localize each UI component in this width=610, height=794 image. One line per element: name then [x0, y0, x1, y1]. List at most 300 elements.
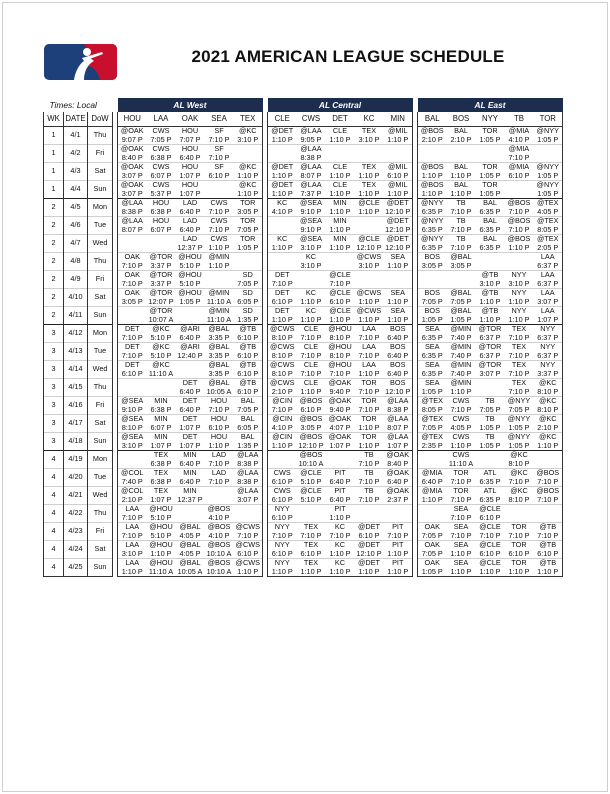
game-time: 6:10 P	[479, 512, 501, 522]
game-time: 7:10 P	[508, 476, 530, 486]
game-cell	[205, 127, 234, 145]
game-cell	[476, 217, 505, 235]
opponent: CLE	[303, 360, 319, 370]
game-cell	[118, 469, 147, 487]
game-time: 12:07 P	[148, 296, 174, 306]
opponent: @CLE	[329, 270, 351, 280]
game-cell	[297, 217, 326, 235]
game-cell	[326, 559, 355, 577]
game-cell	[505, 433, 534, 451]
game-cell	[234, 307, 263, 325]
opponent: LAD	[182, 198, 198, 208]
game-time: 1:10 P	[358, 206, 380, 216]
opponent: @TB	[481, 306, 499, 316]
game-time: 7:07 P	[179, 134, 201, 144]
game-time: 7:05 P	[237, 278, 259, 288]
game-cell	[447, 451, 476, 469]
game-cell	[384, 487, 413, 505]
schedule-row	[44, 523, 563, 541]
game-cell	[355, 415, 384, 433]
opponent: @TEX	[536, 216, 559, 226]
game-cell	[447, 433, 476, 451]
game-cell	[447, 523, 476, 541]
week-cell: 1	[44, 145, 64, 163]
game-time: 8:10 P	[508, 458, 530, 468]
opponent: OAK	[124, 252, 140, 262]
opponent: @CLE	[358, 234, 380, 244]
opponent: @OAK	[328, 432, 352, 442]
game-cell	[326, 397, 355, 415]
game-cell	[384, 271, 413, 289]
game-time: 10:10 A	[298, 458, 324, 468]
opponent: @LAA	[387, 396, 409, 406]
opponent: OAK	[424, 540, 440, 550]
opponent: @CWS	[356, 306, 382, 316]
game-time: 8:10 P	[271, 350, 293, 360]
opponent: @MIL	[387, 180, 408, 190]
game-time: 3:05 P	[121, 296, 143, 306]
game-cell	[418, 523, 447, 541]
game-time: 1:10 P	[208, 260, 230, 270]
game-time: 1:10 P	[329, 548, 351, 558]
opponent: @MIA	[508, 126, 530, 136]
opponent: @BOS	[536, 486, 560, 496]
game-cell	[326, 487, 355, 505]
game-cell	[476, 253, 505, 271]
opponent: @TEX	[536, 234, 559, 244]
game-time: 1:10 P	[358, 440, 380, 450]
game-cell	[418, 199, 447, 217]
date-cell: 4/1	[64, 127, 88, 145]
opponent: TOR	[482, 180, 498, 190]
opponent: @MIN	[208, 306, 230, 316]
opponent: @CLE	[479, 558, 501, 568]
game-time: 8:07 P	[121, 224, 143, 234]
opponent: TB	[485, 414, 495, 424]
dow-cell: Thu	[88, 379, 113, 397]
week-cell: 3	[44, 343, 64, 361]
opponent: NYY	[511, 270, 527, 280]
game-time: 6:10 P	[479, 548, 501, 558]
game-time: 7:10 P	[508, 530, 530, 540]
game-time: 6:40 P	[179, 458, 201, 468]
game-cell	[234, 397, 263, 415]
opponent: SEA	[424, 342, 440, 352]
game-time: 6:07 P	[150, 224, 172, 234]
game-cell	[326, 451, 355, 469]
game-time: 1:10 P	[479, 296, 501, 306]
game-time: 2:10 P	[271, 386, 293, 396]
game-time: 6:10 P	[300, 404, 322, 414]
opponent: @CLE	[358, 198, 380, 208]
game-time: 1:05 P	[421, 386, 443, 396]
game-time: 1:10 P	[508, 314, 530, 324]
opponent: @DET	[386, 198, 409, 208]
opponent: @TOR	[149, 306, 173, 316]
dow-cell: Wed	[88, 487, 113, 505]
opponent: @CLE	[329, 288, 351, 298]
opponent: KC	[334, 522, 346, 532]
game-cell	[534, 433, 563, 451]
game-cell	[447, 415, 476, 433]
game-time: 1:05 P	[479, 134, 501, 144]
game-cell	[118, 127, 147, 145]
opponent: BOS	[424, 306, 440, 316]
game-cell	[147, 307, 176, 325]
game-cell	[534, 415, 563, 433]
game-cell	[418, 559, 447, 577]
opponent: TOR	[511, 522, 527, 532]
game-cell	[234, 163, 263, 181]
opponent: SEA	[424, 378, 440, 388]
game-cell	[447, 253, 476, 271]
game-time: 9:07 P	[121, 134, 143, 144]
game-time: 7:10 P	[450, 512, 472, 522]
game-time: 7:10 P	[358, 386, 380, 396]
game-time: 5:10 P	[150, 350, 172, 360]
game-cell	[176, 343, 205, 361]
opponent: @SEA	[121, 414, 144, 424]
game-time: 7:10 P	[450, 224, 472, 234]
game-cell	[268, 433, 297, 451]
game-time: 1:10 P	[450, 386, 472, 396]
dow-cell: Fri	[88, 523, 113, 541]
game-cell	[234, 289, 263, 307]
game-time: 12:40 P	[177, 350, 203, 360]
date-cell: 4/8	[64, 253, 88, 271]
opponent: PIT	[392, 540, 404, 550]
game-cell	[418, 487, 447, 505]
opponent: @CLE	[329, 306, 351, 316]
opponent: @BAL	[450, 288, 472, 298]
opponent: @CWS	[356, 252, 382, 262]
opponent: @CLE	[300, 486, 322, 496]
game-time: 10:10 A	[206, 548, 232, 558]
game-cell	[355, 523, 384, 541]
week-cell: 1	[44, 181, 64, 199]
dow-cell: Tue	[88, 343, 113, 361]
game-time: 6:35 P	[479, 494, 501, 504]
date-cell: 4/12	[64, 325, 88, 343]
opponent: ATL	[483, 486, 497, 496]
game-cell	[147, 433, 176, 451]
game-time: 1:10 P	[479, 566, 501, 576]
game-time: 7:05 P	[508, 404, 530, 414]
game-time: 1:05 P	[537, 134, 559, 144]
game-cell	[447, 505, 476, 523]
game-cell	[447, 361, 476, 379]
game-time: 6:10 P	[208, 422, 230, 432]
game-cell	[297, 469, 326, 487]
game-time: 6:38 P	[150, 152, 172, 162]
game-cell	[297, 415, 326, 433]
opponent: SEA	[453, 558, 469, 568]
opponent: @KC	[538, 414, 557, 424]
game-time: 1:10 P	[387, 296, 409, 306]
game-cell	[534, 541, 563, 559]
game-time: 5:10 P	[179, 260, 201, 270]
game-cell	[268, 307, 297, 325]
game-cell	[418, 325, 447, 343]
opponent: SD	[242, 270, 253, 280]
opponent: TOR	[361, 432, 377, 442]
game-cell	[534, 397, 563, 415]
game-cell	[447, 163, 476, 181]
game-time: 7:05 P	[421, 422, 443, 432]
game-cell	[534, 469, 563, 487]
game-cell	[447, 343, 476, 361]
opponent: TEX	[361, 162, 377, 172]
game-time: 6:35 P	[479, 224, 501, 234]
game-time: 1:05 P	[421, 566, 443, 576]
game-cell	[118, 289, 147, 307]
opponent: @OAK	[328, 414, 352, 424]
opponent: BOS	[424, 288, 440, 298]
opponent: LAA	[125, 504, 140, 514]
game-time: 7:05 P	[237, 404, 259, 414]
opponent: BAL	[454, 162, 468, 172]
game-cell	[268, 361, 297, 379]
game-cell	[447, 145, 476, 163]
game-cell	[384, 469, 413, 487]
opponent: CLE	[303, 342, 319, 352]
opponent: TB	[456, 198, 466, 208]
game-cell	[534, 523, 563, 541]
schedule-row	[44, 379, 563, 397]
game-time: 6:10 P	[237, 368, 259, 378]
game-cell	[534, 307, 563, 325]
game-cell	[355, 145, 384, 163]
game-time: 1:07 P	[179, 188, 201, 198]
game-cell	[205, 307, 234, 325]
opponent: LAA	[362, 342, 376, 352]
opponent: BOS	[390, 360, 406, 370]
game-cell	[534, 325, 563, 343]
opponent: @OAK	[386, 450, 410, 460]
opponent: @NYY	[421, 234, 444, 244]
game-time: 3:10 P	[237, 134, 259, 144]
game-cell	[476, 271, 505, 289]
game-time: 2:05 P	[537, 242, 559, 252]
opponent: @BOS	[207, 540, 231, 550]
opponent: @BOS	[420, 126, 444, 136]
dow-cell: Fri	[88, 397, 113, 415]
game-time: 2:35 P	[421, 440, 443, 450]
game-cell	[476, 361, 505, 379]
schedule-row	[44, 361, 563, 379]
opponent: TOR	[361, 414, 377, 424]
game-cell	[505, 541, 534, 559]
game-cell	[326, 343, 355, 361]
col-header-dow: DoW	[88, 112, 113, 127]
game-time: 1:10 P	[271, 134, 293, 144]
game-cell	[147, 163, 176, 181]
game-cell	[505, 451, 534, 469]
opponent: @NYY	[536, 126, 559, 136]
opponent: TOR	[482, 162, 498, 172]
game-cell	[505, 559, 534, 577]
game-cell	[234, 559, 263, 577]
opponent: @BAL	[450, 252, 472, 262]
opponent: @MIN	[450, 342, 472, 352]
game-cell	[268, 559, 297, 577]
game-cell	[355, 181, 384, 199]
game-time: 3:10 P	[508, 278, 530, 288]
game-cell	[326, 469, 355, 487]
game-time: 1:10 P	[387, 188, 409, 198]
game-time: 7:40 P	[121, 476, 143, 486]
game-time: 1:10 P	[237, 170, 259, 180]
game-time: 1:10 P	[358, 566, 380, 576]
game-time: 8:07 P	[300, 170, 322, 180]
game-cell	[418, 163, 447, 181]
game-cell	[476, 451, 505, 469]
game-cell	[505, 307, 534, 325]
game-time: 1:07 P	[387, 440, 409, 450]
schedule-row	[44, 253, 563, 271]
game-time: 3:07 P	[237, 494, 259, 504]
game-cell	[384, 235, 413, 253]
game-cell	[355, 541, 384, 559]
game-time: 1:10 P	[208, 440, 230, 450]
opponent: OAK	[424, 558, 440, 568]
opponent: @COL	[121, 486, 144, 496]
game-cell	[326, 541, 355, 559]
opponent: NYY	[540, 360, 556, 370]
game-cell	[384, 415, 413, 433]
game-time: 7:10 P	[508, 332, 530, 342]
game-time: 1:10 P	[237, 188, 259, 198]
game-cell	[355, 343, 384, 361]
game-time: 6:10 P	[237, 386, 259, 396]
game-time: 6:35 P	[421, 206, 443, 216]
dow-cell: Mon	[88, 199, 113, 217]
game-time: 6:07 P	[150, 422, 172, 432]
opponent: NYY	[540, 324, 556, 334]
game-cell	[505, 289, 534, 307]
date-cell: 4/18	[64, 433, 88, 451]
game-time: 7:10 P	[450, 404, 472, 414]
game-time: 1:10 P	[387, 314, 409, 324]
opponent: @MIN	[208, 288, 230, 298]
opponent: @MIL	[387, 162, 408, 172]
game-cell	[147, 451, 176, 469]
schedule-row	[44, 343, 563, 361]
game-time: 1:07 P	[179, 440, 201, 450]
game-time: 7:05 P	[237, 224, 259, 234]
opponent: @TOR	[149, 270, 173, 280]
game-cell	[505, 145, 534, 163]
game-time: 1:10 P	[329, 188, 351, 198]
opponent: @KC	[238, 162, 257, 172]
game-cell	[118, 379, 147, 397]
opponent: TB	[364, 450, 374, 460]
game-cell	[476, 433, 505, 451]
date-cell: 4/7	[64, 235, 88, 253]
opponent: CWS	[273, 468, 291, 478]
game-cell	[447, 127, 476, 145]
week-cell: 4	[44, 523, 64, 541]
opponent: @KC	[538, 432, 557, 442]
opponent: @SEA	[121, 432, 144, 442]
opponent: @BAL	[450, 306, 472, 316]
opponent: @LAA	[237, 468, 259, 478]
game-time: 6:35 P	[479, 476, 501, 486]
team-header: TOR	[534, 112, 563, 127]
game-cell	[176, 271, 205, 289]
game-time: 6:40 P	[387, 368, 409, 378]
game-time: 12:10 P	[385, 206, 411, 216]
opponent: LAD	[182, 234, 198, 244]
opponent: @SEA	[299, 234, 322, 244]
schedule-row	[44, 235, 563, 253]
opponent: TEX	[511, 378, 527, 388]
schedule-row	[44, 217, 563, 235]
game-time: 6:10 P	[237, 350, 259, 360]
opponent: TB	[364, 468, 374, 478]
game-cell	[297, 253, 326, 271]
game-time: 10:05 A	[206, 386, 232, 396]
game-time: 7:05 P	[421, 296, 443, 306]
opponent: @NYY	[507, 432, 531, 442]
game-time: 3:07 P	[537, 296, 559, 306]
game-time: 6:37 P	[537, 278, 559, 288]
game-cell	[297, 289, 326, 307]
opponent: TB	[364, 486, 374, 496]
opponent: BOS	[390, 378, 406, 388]
opponent: DET	[124, 360, 140, 370]
game-cell	[205, 343, 234, 361]
game-time: 1:10 P	[271, 566, 293, 576]
team-header: LAA	[147, 112, 176, 127]
opponent: TEX	[511, 324, 527, 334]
opponent: @KC	[538, 378, 557, 388]
schedule-row	[44, 181, 563, 199]
game-cell	[268, 325, 297, 343]
game-time: 6:40 P	[179, 404, 201, 414]
game-cell	[418, 451, 447, 469]
opponent: NYY	[511, 288, 527, 298]
game-time: 7:10 P	[450, 476, 472, 486]
game-cell	[505, 127, 534, 145]
game-cell	[326, 253, 355, 271]
game-cell	[118, 307, 147, 325]
game-time: 6:40 P	[179, 332, 201, 342]
game-time: 1:05 P	[508, 422, 530, 432]
game-time: 6:10 P	[271, 548, 293, 558]
opponent: @TOR	[478, 342, 502, 352]
game-time: 11:10 A	[148, 566, 174, 576]
opponent: TEX	[511, 342, 527, 352]
dow-cell: Sat	[88, 415, 113, 433]
opponent: HOU	[181, 162, 199, 172]
division-al-east: AL East	[418, 98, 563, 112]
date-cell: 4/24	[64, 541, 88, 559]
game-time: 6:40 P	[387, 350, 409, 360]
game-time: 8:10 P	[329, 350, 351, 360]
date-cell: 4/21	[64, 487, 88, 505]
week-cell: 4	[44, 541, 64, 559]
opponent: LAD	[211, 450, 227, 460]
game-cell	[234, 127, 263, 145]
date-cell: 4/10	[64, 289, 88, 307]
opponent: @BOS	[207, 558, 231, 568]
opponent: KC	[305, 252, 317, 262]
game-time: 1:05 P	[479, 440, 501, 450]
opponent: TEX	[303, 540, 319, 550]
opponent: @OAK	[328, 378, 352, 388]
game-time: 1:10 P	[329, 512, 351, 522]
